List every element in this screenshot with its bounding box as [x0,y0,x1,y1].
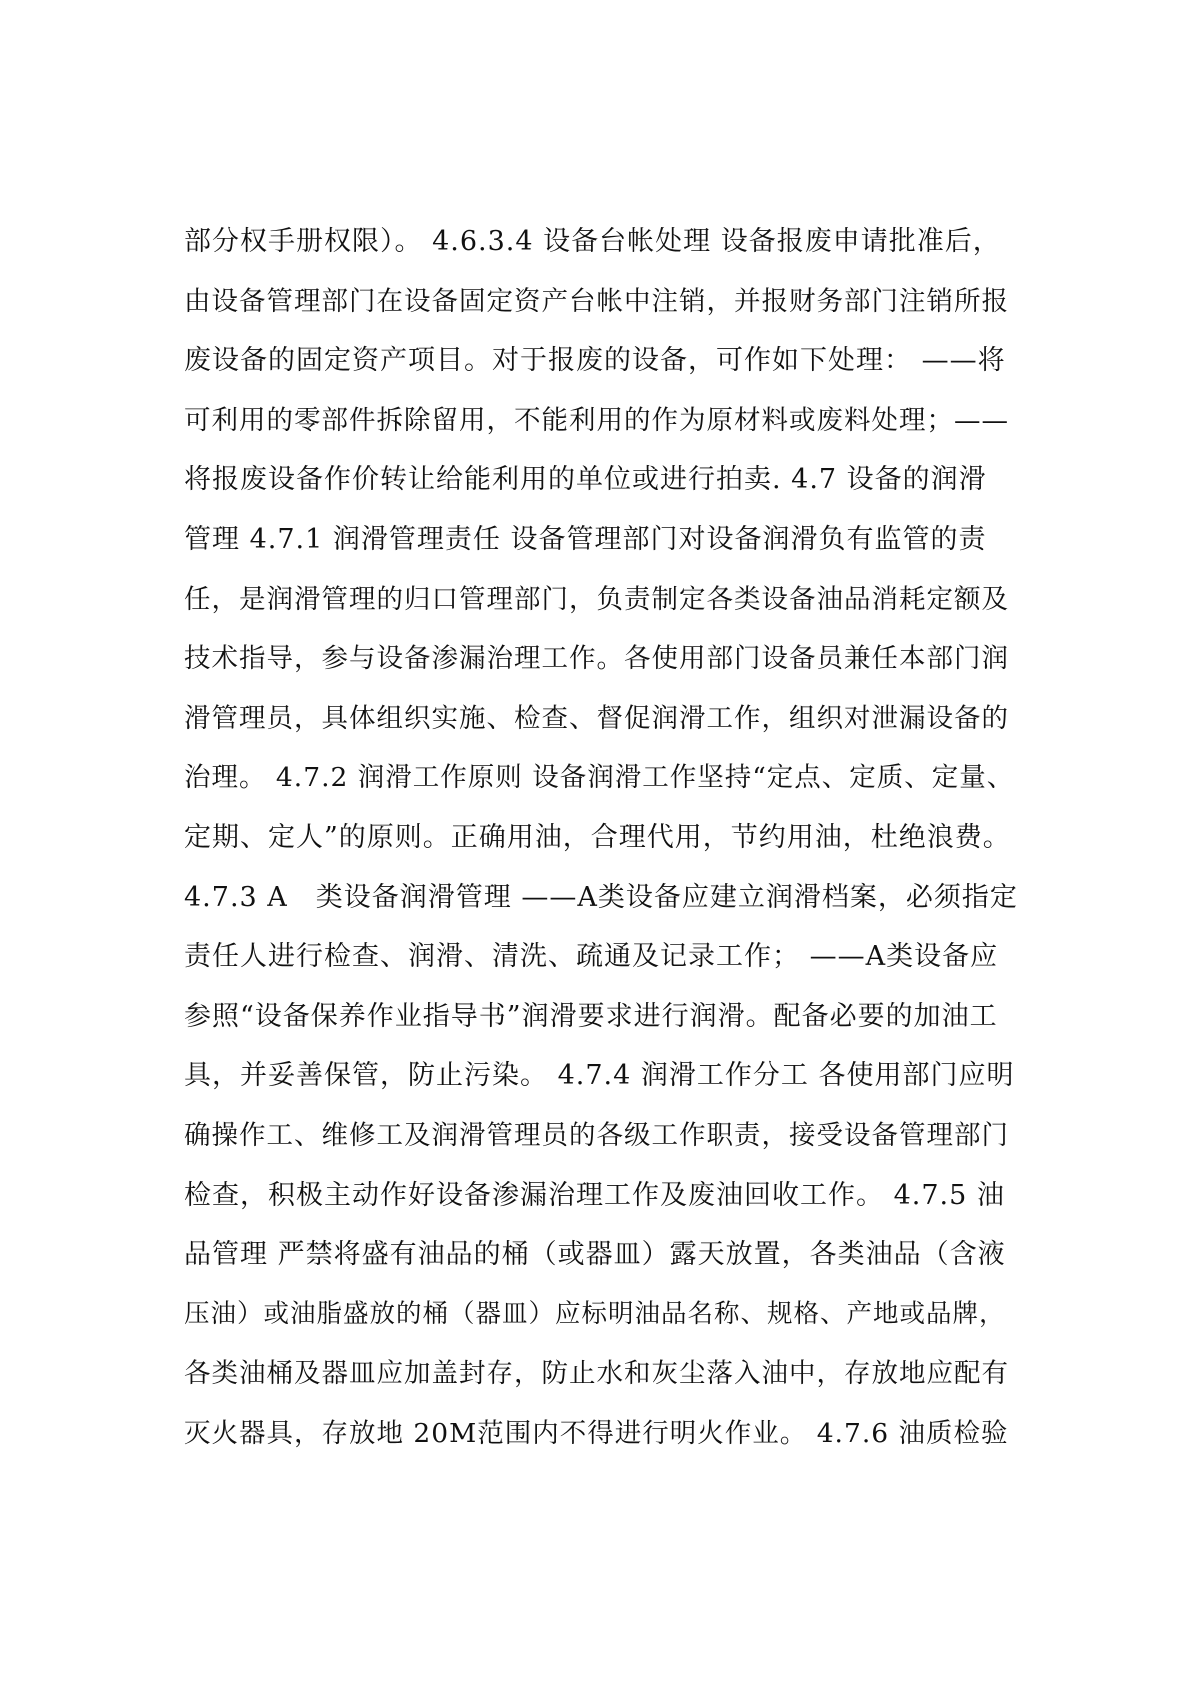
text-line: 技术指导，参与设备渗漏治理工作。各使用部门设备员兼任本部门润 [184,643,1009,675]
text-line: 具，并妥善保管，防止污染。 4.7.4 润滑工作分工 各使用部门应明 [184,1060,1015,1092]
body-text [184,212,1019,1463]
text-line: 管理 4.7.1 润滑管理责任 设备管理部门对设备润滑负有监管的责 [184,523,987,555]
text-line: 确操作工、维修工及润滑管理员的各级工作职责，接受设备管理部门 [184,1119,1009,1151]
text-line: 品管理 严禁将盛有油品的桶（或器皿）露天放置，各类油品（含液 [184,1239,1006,1271]
text-line: 压油）或油脂盛放的桶（器皿）应标明油品名称、规格、产地或品牌， [184,1298,1006,1329]
text-line: 部分权手册权限）。 4.6.3.4 设备台帐处理 设备报废申请批准后， [184,226,1001,257]
text-line: 4.7.3 A 类设备润滑管理 ——A类设备应建立润滑档案，必须指定 [184,881,1018,913]
text-line: 废设备的固定资产项目。对于报废的设备，可作如下处理： ——将 [184,345,1006,377]
text-line: 任，是润滑管理的归口管理部门，负责制定各类设备油品消耗定额及 [184,583,1009,615]
text-line: 检查，积极主动作好设备渗漏治理工作及废油回收工作。 4.7.5 油 [184,1179,1005,1211]
text-line: 可利用的零部件拆除留用，不能利用的作为原材料或废料处理；—— [184,404,1009,436]
text-line: 由设备管理部门在设备固定资产台帐中注销，并报财务部门注销所报 [184,285,1009,317]
text-line: 责任人进行检查、润滑、清洗、疏通及记录工作； ——A类设备应 [184,941,999,973]
text-line: 定期、定人”的原则。正确用油，合理代用，节约用油，杜绝浪费。 [184,821,1011,853]
text-line: 治理。 4.7.2 润滑工作原则 设备润滑工作坚持“定点、定质、定量、 [184,762,1015,794]
text-line: 将报废设备作价转让给能利用的单位或进行拍卖. 4.7 设备的润滑 [184,464,987,496]
text-line: 灭火器具，存放地 20M范围内不得进行明火作业。 4.7.6 油质检验 [184,1417,1009,1449]
text-line: 各类油桶及器皿应加盖封存，防止水和灰尘落入油中，存放地应配有 [184,1358,1009,1390]
text-line: 滑管理员，具体组织实施、检查、督促润滑工作，组织对泄漏设备的 [184,702,1009,734]
text-line: 参照“设备保养作业指导书”润滑要求进行润滑。配备必要的加油工 [184,1000,998,1032]
